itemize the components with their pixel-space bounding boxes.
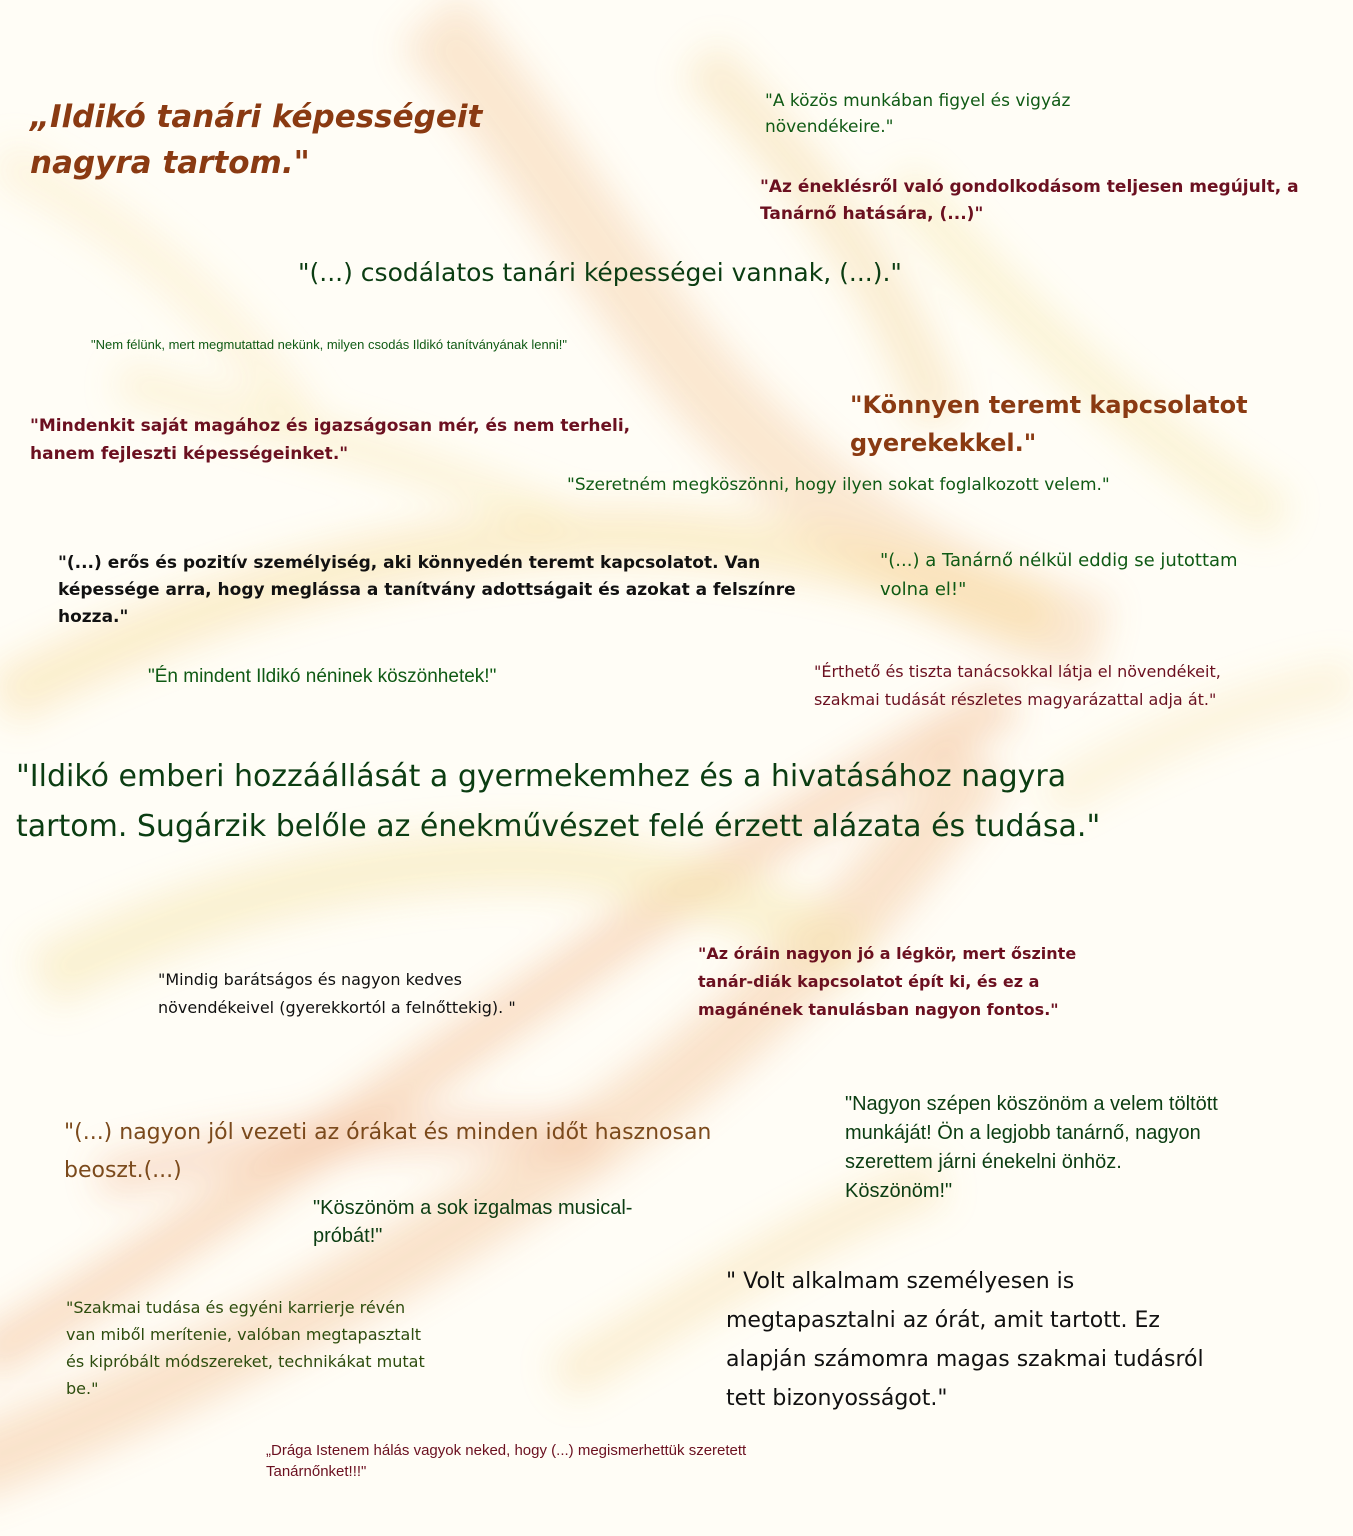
- quote-fair-measure: "Mindenkit saját magához és igazságosan mér, és nem terheli, hanem fejleszti képességeinket.": [30, 416, 631, 464]
- quote-musical-rehearsal: "Köszönöm a sok izgalmas musical- próbát!": [313, 1197, 633, 1247]
- quote-thanks-work: "Nagyon szépen köszönöm a velem töltött munkáját! Ön a legjobb tanárnő, nagyon szerettem járni énekelni önhöz. Köszönöm!": [845, 1093, 1218, 1202]
- quote-owe-everything: "Én mindent Ildikó néninek köszönhetek!": [148, 666, 497, 687]
- quote-not-afraid: "Nem félünk, mert megmutattad nekünk, milyen csodás Ildikó tanítványának lenni!": [91, 337, 568, 352]
- quote-good-atmosphere: "Az óráin nagyon jó a légkör, mert őszinte tanár-diák kapcsolatot épít ki, és ez a magánének tanulásban nagyon fontos.": [698, 944, 1077, 1019]
- quote-without-teacher: "(...) a Tanárnő nélkül eddig se jutottam volna el!": [880, 550, 1238, 600]
- quote-personal-experience: " Volt alkalmam személyesen is megtapasztalni az órát, amit tartott. Ez alapján számomra magas szakmai tudásról tett bizonyosságot.": [726, 1269, 1204, 1411]
- quote-leads-lessons: "(...) nagyon jól vezeti az órákat és minden időt hasznosan beoszt.(...): [64, 1120, 712, 1183]
- quote-joint-work: "A közös munkában figyel és vigyáz növendékeire.": [765, 91, 1071, 137]
- quote-strong-personality: "(...) erős és pozitív személyiség, aki könnyedén teremt kapcsolatot. Van képessége arra, hogy meglássa a tanítvány adottságait és azokat a felszínre hozza.": [58, 553, 796, 627]
- quote-thank-you-time: "Szeretném megköszönni, hogy ilyen sokat foglalkozott velem.": [567, 475, 1110, 495]
- quote-always-friendly: "Mindig barátságos és nagyon kedves növendékeivel (gyerekkortól a felnőttekig). ": [158, 970, 516, 1017]
- quote-easy-connection: "Könnyen teremt kapcsolatot gyerekekkel.": [850, 391, 1248, 457]
- quote-wonderful-abilities: "(...) csodálatos tanári képességei vannak, (...).": [298, 258, 902, 287]
- quote-human-attitude: "Ildikó emberi hozzáállását a gyermekemhez és a hivatásához nagyra tartom. Sugárzik belőle az énekművészet felé érzett alázata és tudása.": [16, 759, 1101, 844]
- quote-teacher-abilities-headline: „Ildikó tanári képességeit nagyra tartom.": [30, 99, 483, 181]
- quote-clear-advice: "Érthető és tiszta tanácsokkal látja el növendékeit, szakmai tudását részletes magyarázattal adja át.": [814, 662, 1221, 709]
- quote-singing-renewed: "Az éneklésről való gondolkodásom teljesen megújult, a Tanárnő hatására, (...)": [760, 177, 1299, 224]
- quote-professional-knowledge: "Szakmai tudása és egyéni karrierje révén van miből merítenie, valóban megtapasztalt és kipróbált módszereket, technikákat mutat be.": [66, 1298, 425, 1398]
- quote-grateful-god: „Drága Istenem hálás vagyok neked, hogy (...) megismerhettük szeretett Tanárnőnket!!!": [266, 1442, 747, 1480]
